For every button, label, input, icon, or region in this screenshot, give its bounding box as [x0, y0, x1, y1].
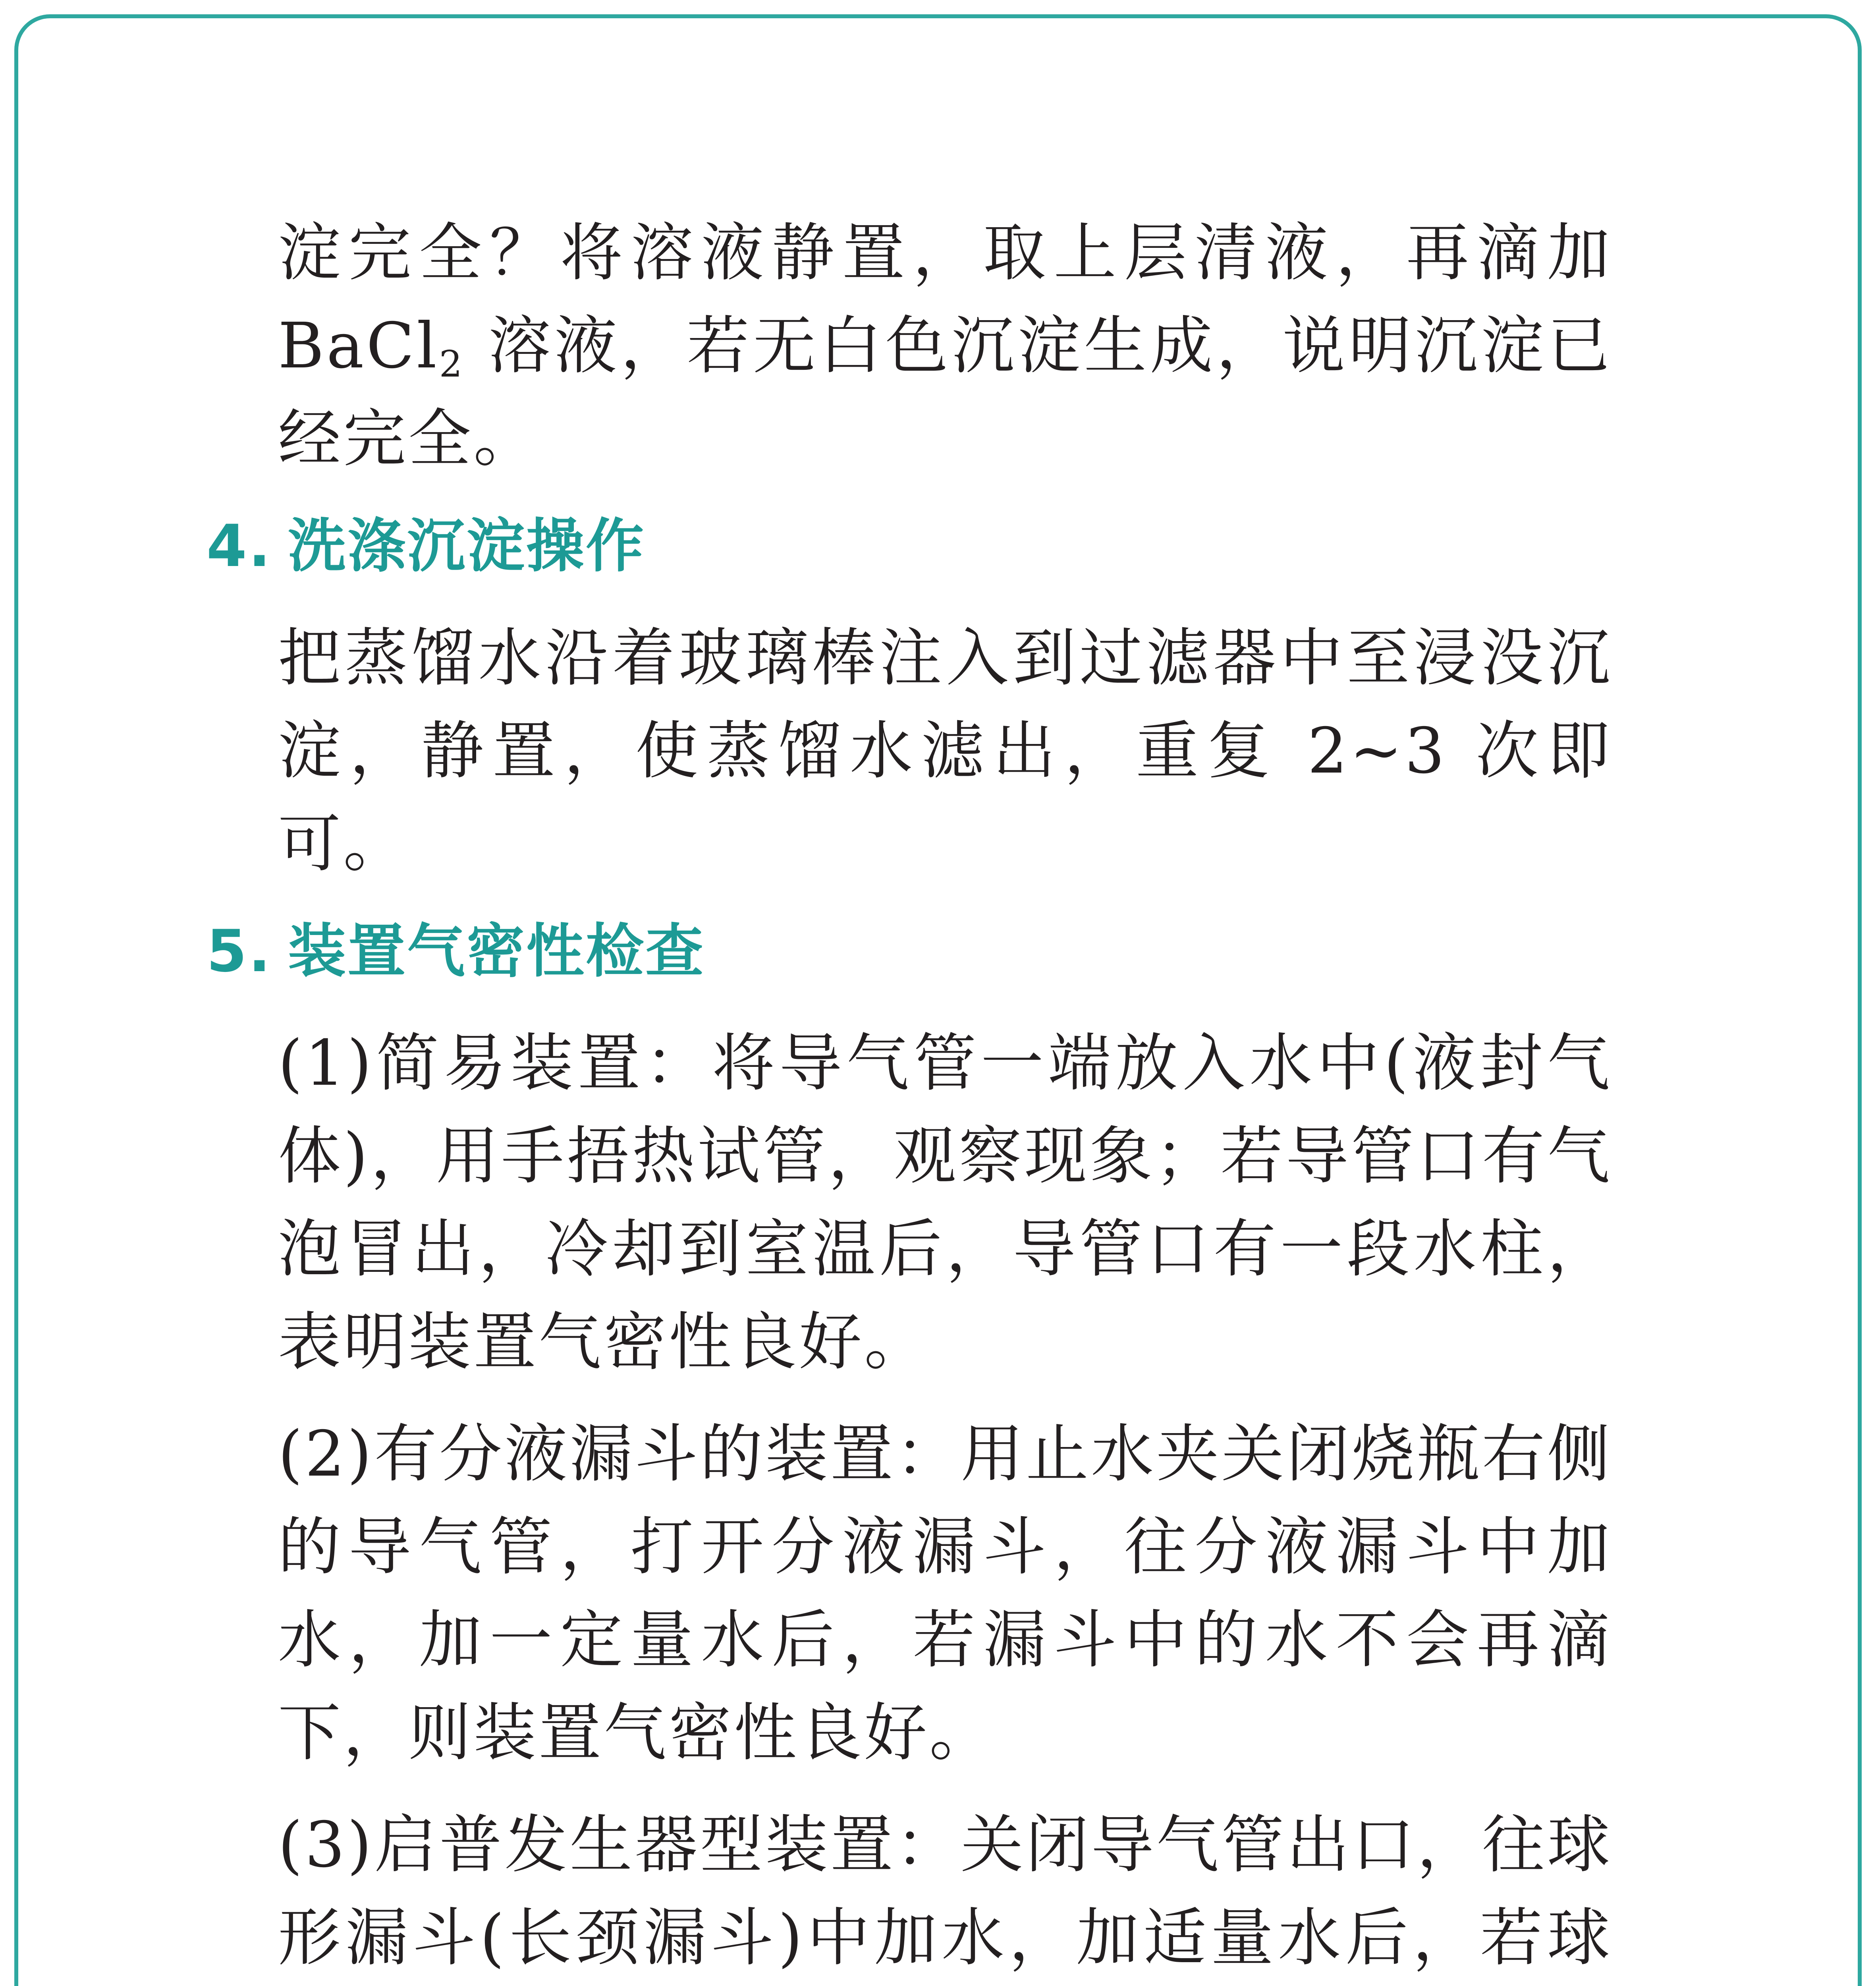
section-title: 洗涤沉淀操作 [288, 512, 646, 580]
section-paragraph: (2)有分液漏斗的装置：用止水夹关闭烧瓶右侧的导气管，打开分液漏斗，往分液漏斗中加水，加一定量水后，若漏斗中的水不会再滴下，则装置气密性良好。 [278, 1418, 1612, 1770]
page-content [207, 207, 1612, 1986]
section-paragraph: (1)简易装置：将导气管一端放入水中(液封气体)，用手捂热试管，观察现象；若导管口有气泡冒出，冷却到室温后，导管口有一段水柱，表明装置气密性良好。 [278, 1027, 1612, 1379]
intro-text-after: 溶液，若无白色沉淀生成，说明沉淀已经完全。 [278, 309, 1612, 475]
section-heading-5 [207, 910, 1612, 993]
section-heading-4 [207, 504, 1612, 588]
section-paragraph: 把蒸馏水沿着玻璃棒注入到过滤器中至浸没沉淀，静置，使蒸馏水滤出，重复 2~3 次即可。 [278, 622, 1612, 881]
intro-paragraph [278, 207, 1612, 485]
section-paragraph: (3)启普发生器型装置：关闭导气管出口，往球形漏斗(长颈漏斗)中加水，加适量水后，若球 [278, 1808, 1612, 1974]
section-number: 4. [207, 512, 272, 580]
section-title: 装置气密性检查 [288, 918, 705, 985]
section-number: 5. [207, 918, 272, 985]
formula-subscript: 2 [439, 342, 465, 385]
intro-text-before: 淀完全？将溶液静置，取上层清液，再滴加 BaCl [278, 216, 1612, 383]
